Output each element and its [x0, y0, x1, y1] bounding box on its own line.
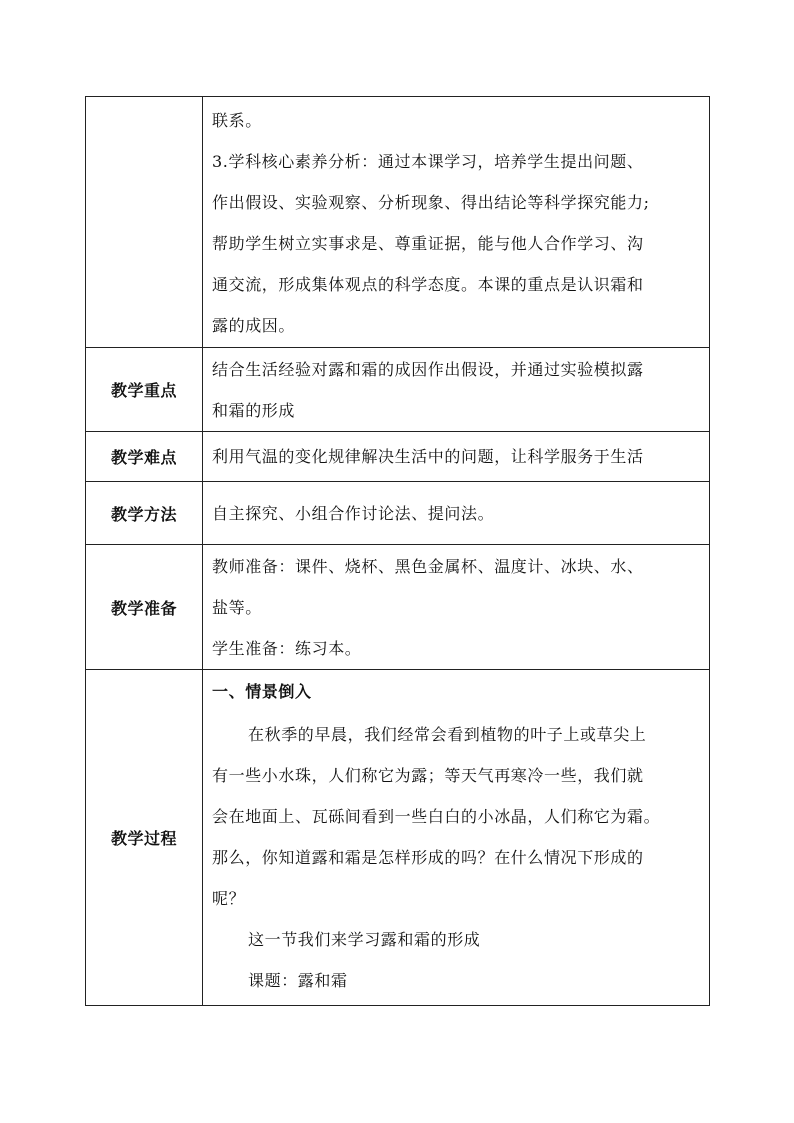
difficulties-content [203, 432, 710, 482]
key-points-content [203, 348, 710, 432]
table-row-preparation [86, 545, 710, 670]
row-label-key-points: 教学重点 [86, 348, 203, 432]
content-line: 会在地面上、瓦砾间看到一些白白的小冰晶，人们称它为霜。 [212, 807, 661, 826]
content-line: 课题：露和霜 [248, 971, 348, 990]
content-line: 帮助学生树立实事求是、尊重证据，能与他人合作学习、沟 [212, 234, 644, 253]
row-label-process: 教学过程 [86, 670, 203, 1006]
table-row-process [86, 670, 710, 1006]
lesson-plan-table [85, 96, 710, 1006]
content-line: 那么，你知道露和霜是怎样形成的吗？在什么情况下形成的 [212, 848, 644, 867]
content-line: 盐等。 [212, 597, 262, 617]
core-literacy-content [203, 97, 710, 348]
content-line: 作出假设、实验观察、分析现象、得出结论等科学探究能力; [212, 193, 650, 212]
table-row-core-literacy [86, 97, 710, 348]
section-heading: 一、情景倒入 [212, 682, 312, 701]
content-line: 呢？ [212, 889, 246, 908]
row-label-preparation: 教学准备 [86, 545, 203, 670]
content-line: 有一些小水珠，人们称它为露；等天气再寒冷一些，我们就 [212, 766, 644, 785]
content-line: 通交流，形成集体观点的科学态度。本课的重点是认识霜和 [212, 275, 644, 294]
content-line: 这一节我们来学习露和霜的形成 [248, 930, 481, 949]
content-line: 联系。 [212, 111, 262, 130]
row-label-difficulties: 教学难点 [86, 432, 203, 482]
table-row-key-points [86, 348, 710, 432]
content-line: 在秋季的早晨，我们经常会看到植物的叶子上或草尖上 [248, 725, 647, 744]
preparation-content [203, 545, 710, 670]
content-line: 3.学科核心素养分析：通过本课学习，培养学生提出问题、 [212, 152, 644, 171]
content-line: 利用气温的变化规律解决生活中的问题，让科学服务于生活 [212, 447, 644, 466]
table-row-difficulties [86, 432, 710, 482]
row-label-methods: 教学方法 [86, 482, 203, 545]
content-line: 结合生活经验对露和霜的成因作出假设，并通过实验模拟露 [212, 359, 644, 379]
content-line: 学生准备：练习本。 [212, 638, 362, 658]
row-label-empty [86, 97, 203, 348]
process-content [203, 670, 710, 1006]
table-row-methods [86, 482, 710, 545]
methods-content [203, 482, 710, 545]
content-line: 自主探究、小组合作讨论法、提问法。 [212, 503, 495, 523]
content-line: 教师准备：课件、烧杯、黑色金属杯、温度计、冰块、水、 [212, 556, 644, 576]
content-line: 和霜的形成 [212, 400, 296, 420]
content-line: 露的成因。 [212, 316, 296, 335]
